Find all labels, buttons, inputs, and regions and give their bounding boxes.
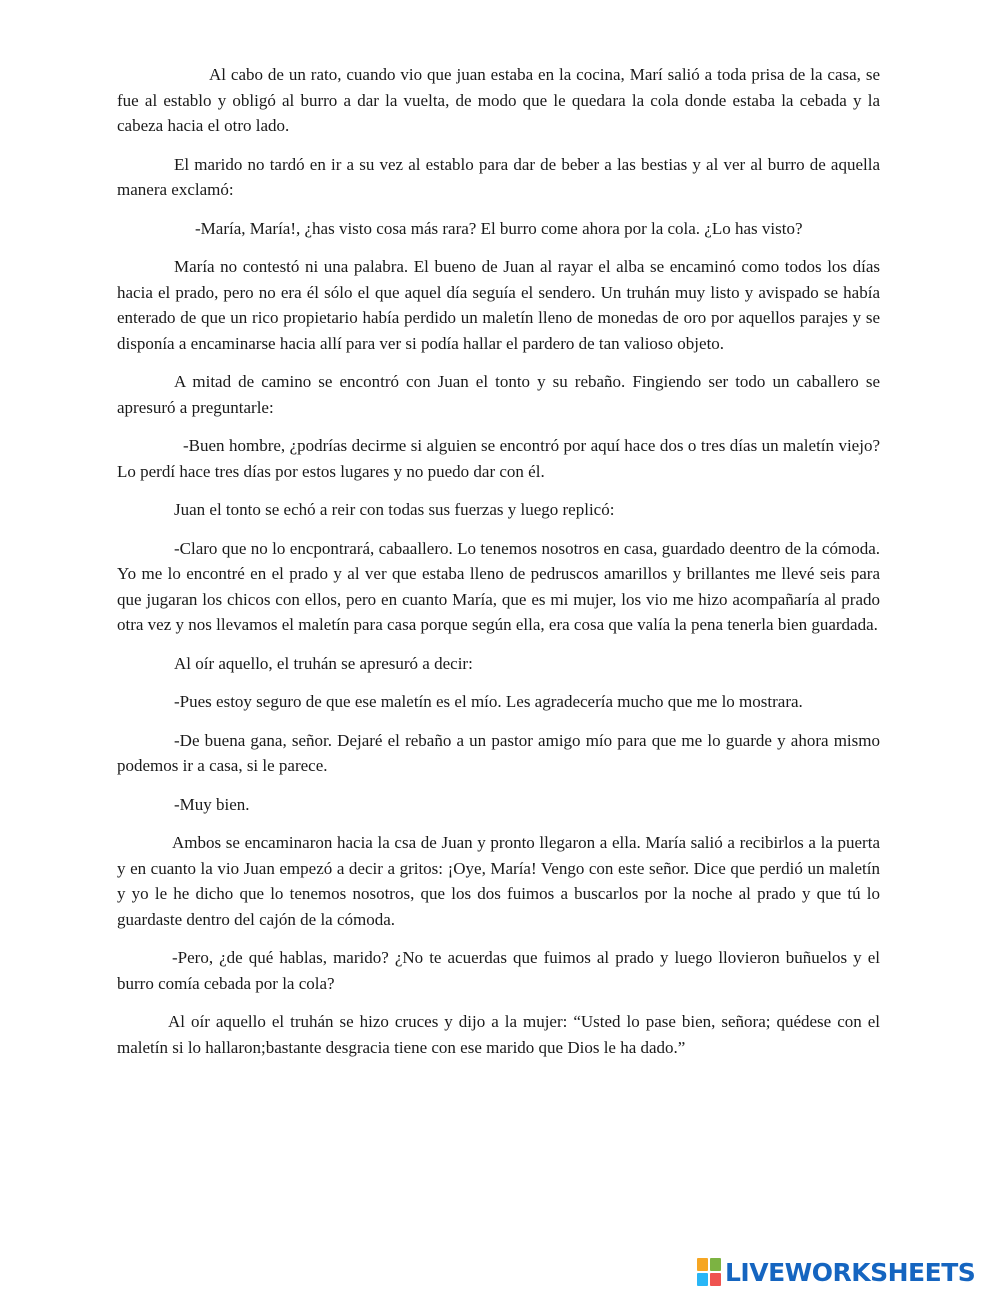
- paragraph-11: -De buena gana, señor. Dejaré el rebaño a un pastor amigo mío para que me lo guarde y ahora mismo podemos ir a casa, si le parece.: [117, 730, 880, 775]
- logo-square-e: [710, 1273, 721, 1286]
- paragraph-8: -Claro que no lo encpontrará, cabaallero. Lo tenemos nosotros en casa, guardado deentro de la cómoda. Yo me lo encontré en el prado y al ver que estaba lleno de pedruscos amarillos y brillantes me llevé seis para que jugaran los chicos con ellos, pero en cuanto María, que es mi mujer, los vio me hizo acompañaría al prado otra vez y nos llevamos el maletín para casa porque según ella, era cosa que valía la pena tenerla bien guardada.: [117, 538, 880, 634]
- liveworksheets-logo[interactable]: [697, 1256, 975, 1288]
- paragraph-4: María no contestó ni una palabra. El bueno de Juan al rayar el alba se encaminó como todos los días hacia el prado, pero no era él sólo el que aquel día seguía el sendero. Un truhán muy listo y avispado se había enterado de que un rico propietario había perdido un maletín lleno de monedas de oro por aquellos parajes y se disponía a encaminarse hacia allí para ver si podía hallar el pardero de tan valioso objeto.: [117, 257, 880, 353]
- paragraph-3: -María, María!, ¿has visto cosa más rara? El burro come ahora por la cola. ¿Lo has visto?: [195, 218, 803, 238]
- paragraph-1: Al cabo de un rato, cuando vio que juan estaba en la cocina, Marí salió a toda prisa de la casa, se fue al establo y obligó al burro a dar la vuelta, de modo que le quedara la cola donde estaba la cebada y la cabeza hacia el otro lado.: [117, 65, 880, 135]
- paragraph-12: -Muy bien.: [174, 794, 250, 814]
- logo-square-i: [710, 1258, 721, 1271]
- paragraph-14: -Pero, ¿de qué hablas, marido? ¿No te acuerdas que fuimos al prado y luego llovieron buñuelos y el burro comía cebada por la cola?: [117, 948, 880, 993]
- paragraph-9: Al oír aquello, el truhán se apresuró a decir:: [174, 653, 473, 673]
- paragraph-5: A mitad de camino se encontró con Juan el tonto y su rebaño. Fingiendo ser todo un caballero se apresuró a preguntarle:: [117, 372, 880, 417]
- logo-square-l: [697, 1258, 708, 1271]
- paragraph-13: Ambos se encaminaron hacia la csa de Juan y pronto llegaron a ella. María salió a recibirlos a la puerta y en cuanto la vio Juan empezó a decir a gritos: ¡Oye, María! Vengo con este señor. Dice que perdió un maletín y yo le he dicho que lo tenemos nosotros, que los dos fuimos a buscarlos por la noche al prado y que tú lo guardaste dentro del cajón de la cómoda.: [117, 833, 880, 929]
- paragraph-10: -Pues estoy seguro de que ese maletín es el mío. Les agradecería mucho que me lo mostrara.: [174, 692, 803, 711]
- paragraph-2: El marido no tardó en ir a su vez al establo para dar de beber a las bestias y al ver al burro de aquella manera exclamó:: [117, 154, 880, 199]
- paragraph-6: -Buen hombre, ¿podrías decirme si alguien se encontró por aquí hace dos o tres días un maletín viejo? Lo perdí hace tres días por estos lugares y no puedo dar con él.: [117, 436, 880, 481]
- liveworksheets-brand-text: LIVEWORKSHEETS: [725, 1257, 976, 1287]
- liveworksheets-logo-icon: [697, 1258, 721, 1286]
- document-page: [117, 62, 880, 1073]
- paragraph-15: Al oír aquello el truhán se hizo cruces y dijo a la mujer: “Usted lo pase bien, señora; quédese con el maletín si lo hallaron;bastante desgracia tiene con ese marido que Dios le ha dado.”: [117, 1012, 880, 1057]
- logo-square-v: [697, 1273, 708, 1286]
- paragraph-7: Juan el tonto se echó a reir con todas sus fuerzas y luego replicó:: [174, 500, 615, 519]
